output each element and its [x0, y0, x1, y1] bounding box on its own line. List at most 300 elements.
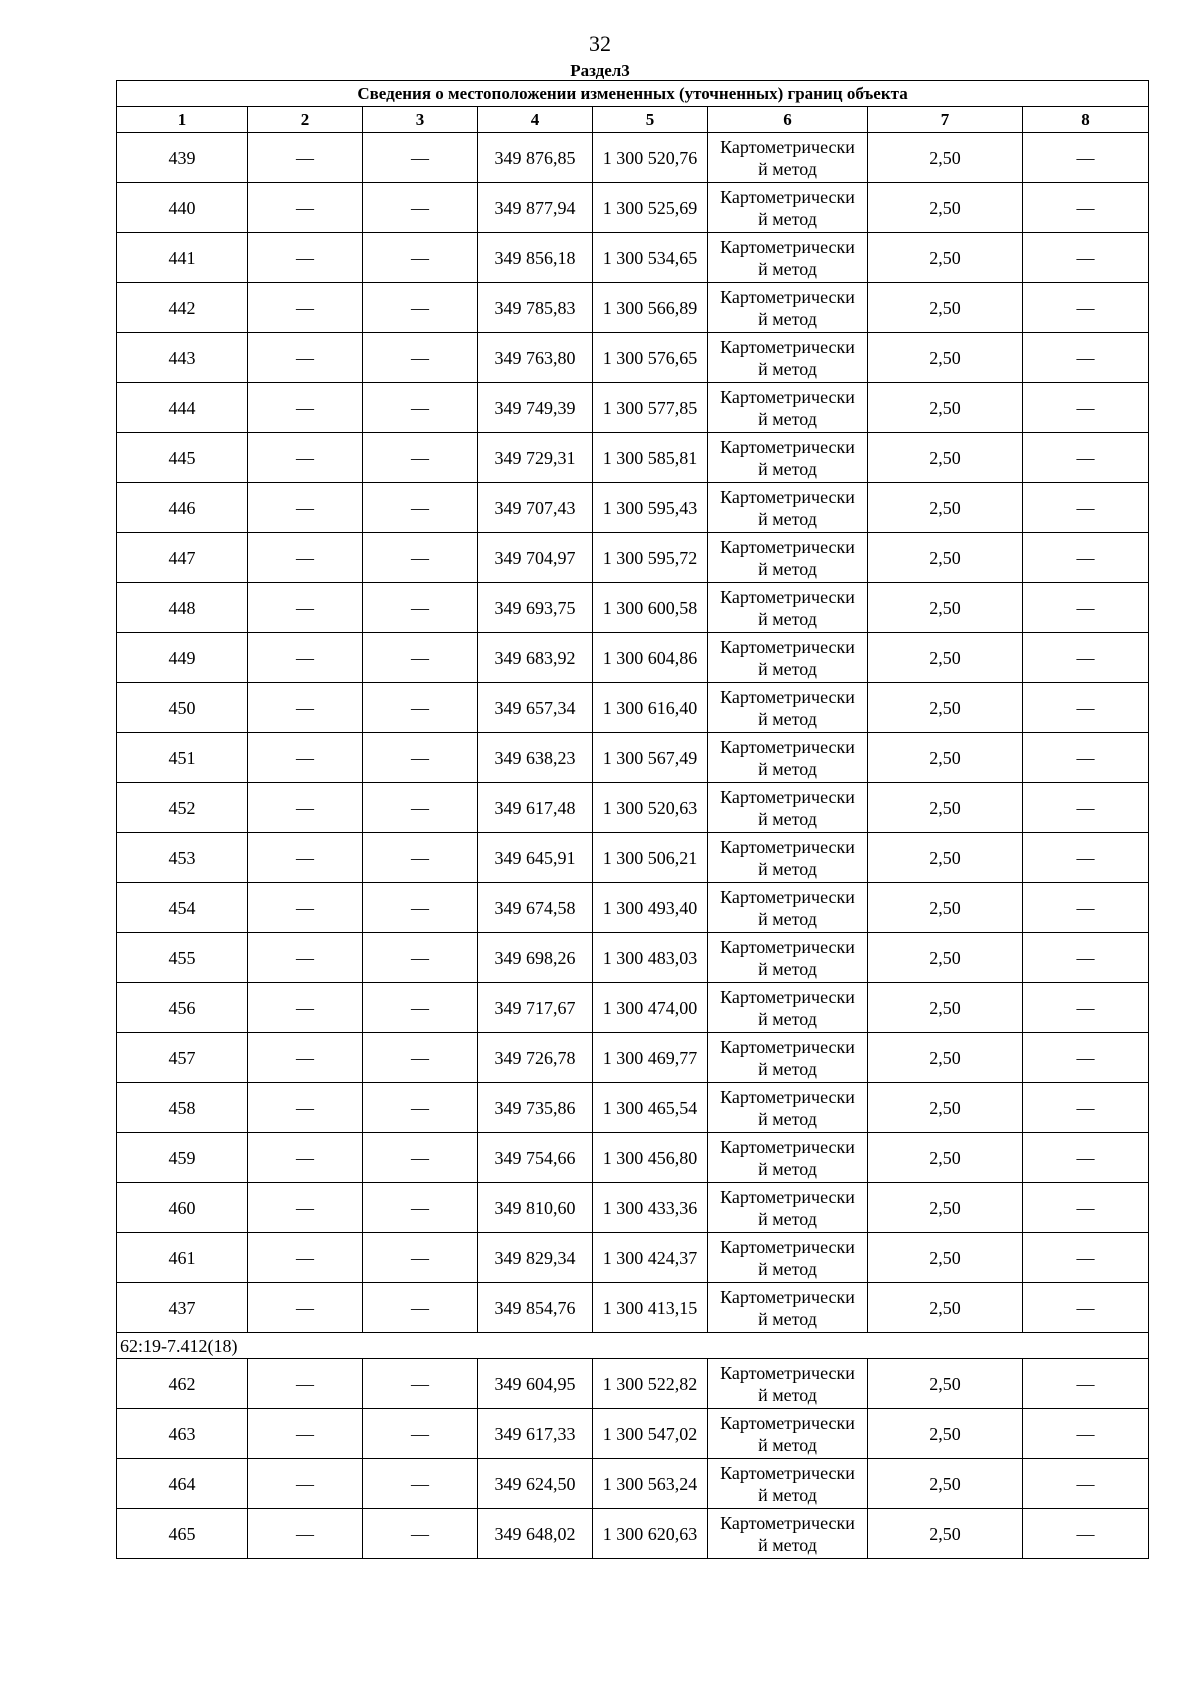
- col3-dash-cell: —: [363, 533, 478, 583]
- col3-dash-cell: —: [363, 583, 478, 633]
- col8-dash-cell: —: [1023, 1033, 1149, 1083]
- method-line2: й метод: [758, 208, 817, 229]
- precision-cell: 2,50: [868, 883, 1023, 933]
- method-line2: й метод: [758, 958, 817, 979]
- x-coordinate-cell: 349 735,86: [478, 1083, 593, 1133]
- method-cell: [708, 1083, 868, 1133]
- x-coordinate-cell: 349 617,48: [478, 783, 593, 833]
- precision-cell: 2,50: [868, 283, 1023, 333]
- method-line1: Картометрически: [720, 536, 855, 557]
- table-row: [117, 1133, 1149, 1183]
- x-coordinate-cell: 349 674,58: [478, 883, 593, 933]
- method-cell: [708, 483, 868, 533]
- col3-dash-cell: —: [363, 1233, 478, 1283]
- method-cell: [708, 1459, 868, 1509]
- section-title: Раздел3: [570, 61, 630, 80]
- y-coordinate-cell: 1 300 547,02: [593, 1409, 708, 1459]
- col2-dash-cell: —: [248, 233, 363, 283]
- col8-dash-cell: —: [1023, 833, 1149, 883]
- y-coordinate-cell: 1 300 520,76: [593, 133, 708, 183]
- y-coordinate-cell: 1 300 567,49: [593, 733, 708, 783]
- y-coordinate-cell: 1 300 600,58: [593, 583, 708, 633]
- col2-dash-cell: —: [248, 183, 363, 233]
- col2-dash-cell: —: [248, 133, 363, 183]
- method-cell: [708, 683, 868, 733]
- col3-dash-cell: —: [363, 233, 478, 283]
- x-coordinate-cell: 349 785,83: [478, 283, 593, 333]
- method-cell: [708, 883, 868, 933]
- method-line1: Картометрически: [720, 1286, 855, 1307]
- col3-dash-cell: —: [363, 783, 478, 833]
- table-row: [117, 233, 1149, 283]
- table-row: [117, 1409, 1149, 1459]
- col2-dash-cell: —: [248, 283, 363, 333]
- y-coordinate-cell: 1 300 493,40: [593, 883, 708, 933]
- col3-dash-cell: —: [363, 1459, 478, 1509]
- precision-cell: 2,50: [868, 133, 1023, 183]
- method-line1: Картометрически: [720, 636, 855, 657]
- method-line2: й метод: [758, 158, 817, 179]
- y-coordinate-cell: 1 300 595,72: [593, 533, 708, 583]
- table-body: [117, 133, 1149, 1559]
- precision-cell: 2,50: [868, 1509, 1023, 1559]
- method-line2: й метод: [758, 408, 817, 429]
- table-row: [117, 733, 1149, 783]
- col3-dash-cell: —: [363, 133, 478, 183]
- point-number-cell: 439: [117, 133, 248, 183]
- method-line2: й метод: [758, 558, 817, 579]
- precision-cell: 2,50: [868, 583, 1023, 633]
- method-cell: [708, 1409, 868, 1459]
- col3-dash-cell: —: [363, 1183, 478, 1233]
- method-line1: Картометрически: [720, 1036, 855, 1057]
- precision-cell: 2,50: [868, 433, 1023, 483]
- method-line1: Картометрически: [720, 686, 855, 707]
- precision-cell: 2,50: [868, 1359, 1023, 1409]
- x-coordinate-cell: 349 810,60: [478, 1183, 593, 1233]
- method-line2: й метод: [758, 1384, 817, 1405]
- point-number-cell: 441: [117, 233, 248, 283]
- method-line1: Картометрически: [720, 1412, 855, 1433]
- y-coordinate-cell: 1 300 566,89: [593, 283, 708, 333]
- precision-cell: 2,50: [868, 1459, 1023, 1509]
- col2-dash-cell: —: [248, 1283, 363, 1333]
- y-coordinate-cell: 1 300 534,65: [593, 233, 708, 283]
- col2-dash-cell: —: [248, 383, 363, 433]
- table-row: [117, 1083, 1149, 1133]
- y-coordinate-cell: 1 300 506,21: [593, 833, 708, 883]
- col8-dash-cell: —: [1023, 683, 1149, 733]
- table-row: [117, 1359, 1149, 1409]
- method-line1: Картометрически: [720, 386, 855, 407]
- col3-dash-cell: —: [363, 1033, 478, 1083]
- method-line2: й метод: [758, 1484, 817, 1505]
- col2-dash-cell: —: [248, 633, 363, 683]
- col8-dash-cell: —: [1023, 283, 1149, 333]
- col8-dash-cell: —: [1023, 883, 1149, 933]
- method-line1: Картометрически: [720, 186, 855, 207]
- precision-cell: 2,50: [868, 1409, 1023, 1459]
- col3-dash-cell: —: [363, 383, 478, 433]
- col8-dash-cell: —: [1023, 733, 1149, 783]
- table-caption: Сведения о местоположении измененных (уточненных) границ объекта: [117, 81, 1149, 107]
- method-line1: Картометрически: [720, 586, 855, 607]
- precision-cell: 2,50: [868, 783, 1023, 833]
- table-row: [117, 833, 1149, 883]
- x-coordinate-cell: 349 856,18: [478, 233, 593, 283]
- col8-dash-cell: —: [1023, 1459, 1149, 1509]
- y-coordinate-cell: 1 300 413,15: [593, 1283, 708, 1333]
- y-coordinate-cell: 1 300 616,40: [593, 683, 708, 733]
- table-row: [117, 1033, 1149, 1083]
- table-row: [117, 983, 1149, 1033]
- col3-dash-cell: —: [363, 733, 478, 783]
- method-line1: Картометрически: [720, 486, 855, 507]
- method-line1: Картометрически: [720, 886, 855, 907]
- col2-dash-cell: —: [248, 683, 363, 733]
- point-number-cell: 461: [117, 1233, 248, 1283]
- col8-dash-cell: —: [1023, 533, 1149, 583]
- x-coordinate-cell: 349 704,97: [478, 533, 593, 583]
- y-coordinate-cell: 1 300 522,82: [593, 1359, 708, 1409]
- col8-dash-cell: —: [1023, 433, 1149, 483]
- method-cell: [708, 783, 868, 833]
- col2-dash-cell: —: [248, 533, 363, 583]
- col2-dash-cell: —: [248, 1459, 363, 1509]
- precision-cell: 2,50: [868, 483, 1023, 533]
- col3-dash-cell: —: [363, 933, 478, 983]
- table-row: [117, 383, 1149, 433]
- point-number-cell: 444: [117, 383, 248, 433]
- col8-dash-cell: —: [1023, 333, 1149, 383]
- table-row: [117, 883, 1149, 933]
- x-coordinate-cell: 349 617,33: [478, 1409, 593, 1459]
- precision-cell: 2,50: [868, 933, 1023, 983]
- method-cell: [708, 133, 868, 183]
- precision-cell: 2,50: [868, 1133, 1023, 1183]
- col8-dash-cell: —: [1023, 1359, 1149, 1409]
- y-coordinate-cell: 1 300 456,80: [593, 1133, 708, 1183]
- x-coordinate-cell: 349 698,26: [478, 933, 593, 983]
- method-cell: [708, 183, 868, 233]
- method-line1: Картометрически: [720, 786, 855, 807]
- col8-dash-cell: —: [1023, 483, 1149, 533]
- col8-dash-cell: —: [1023, 633, 1149, 683]
- point-number-cell: 446: [117, 483, 248, 533]
- column-header-6: 6: [708, 107, 868, 133]
- method-line2: й метод: [758, 808, 817, 829]
- point-number-cell: 443: [117, 333, 248, 383]
- x-coordinate-cell: 349 683,92: [478, 633, 593, 683]
- y-coordinate-cell: 1 300 469,77: [593, 1033, 708, 1083]
- table-row: [117, 133, 1149, 183]
- method-line1: Картометрически: [720, 1136, 855, 1157]
- col2-dash-cell: —: [248, 833, 363, 883]
- x-coordinate-cell: 349 604,95: [478, 1359, 593, 1409]
- x-coordinate-cell: 349 638,23: [478, 733, 593, 783]
- point-number-cell: 437: [117, 1283, 248, 1333]
- y-coordinate-cell: 1 300 576,65: [593, 333, 708, 383]
- method-line2: й метод: [758, 1108, 817, 1129]
- col8-dash-cell: —: [1023, 383, 1149, 433]
- col3-dash-cell: —: [363, 433, 478, 483]
- method-line1: Картометрически: [720, 336, 855, 357]
- table-row: [117, 333, 1149, 383]
- table-row: [117, 1459, 1149, 1509]
- column-header-7: 7: [868, 107, 1023, 133]
- table-row: [117, 683, 1149, 733]
- x-coordinate-cell: 349 876,85: [478, 133, 593, 183]
- precision-cell: 2,50: [868, 633, 1023, 683]
- col2-dash-cell: —: [248, 783, 363, 833]
- table-row: [117, 283, 1149, 333]
- col8-dash-cell: —: [1023, 233, 1149, 283]
- point-number-cell: 442: [117, 283, 248, 333]
- point-number-cell: 462: [117, 1359, 248, 1409]
- method-line2: й метод: [758, 758, 817, 779]
- col3-dash-cell: —: [363, 1083, 478, 1133]
- method-line2: й метод: [758, 1534, 817, 1555]
- method-cell: [708, 233, 868, 283]
- method-line1: Картометрически: [720, 936, 855, 957]
- x-coordinate-cell: 349 645,91: [478, 833, 593, 883]
- col3-dash-cell: —: [363, 183, 478, 233]
- point-number-cell: 457: [117, 1033, 248, 1083]
- col2-dash-cell: —: [248, 433, 363, 483]
- col8-dash-cell: —: [1023, 1183, 1149, 1233]
- method-cell: [708, 833, 868, 883]
- col8-dash-cell: —: [1023, 183, 1149, 233]
- point-number-cell: 463: [117, 1409, 248, 1459]
- method-cell: [708, 933, 868, 983]
- point-number-cell: 453: [117, 833, 248, 883]
- x-coordinate-cell: 349 749,39: [478, 383, 593, 433]
- method-cell: [708, 983, 868, 1033]
- col2-dash-cell: —: [248, 1083, 363, 1133]
- column-header-1: 1: [117, 107, 248, 133]
- x-coordinate-cell: 349 657,34: [478, 683, 593, 733]
- precision-cell: 2,50: [868, 1083, 1023, 1133]
- y-coordinate-cell: 1 300 620,63: [593, 1509, 708, 1559]
- col2-dash-cell: —: [248, 1359, 363, 1409]
- method-line1: Картометрически: [720, 436, 855, 457]
- precision-cell: 2,50: [868, 383, 1023, 433]
- y-coordinate-cell: 1 300 525,69: [593, 183, 708, 233]
- x-coordinate-cell: 349 763,80: [478, 333, 593, 383]
- column-header-8: 8: [1023, 107, 1149, 133]
- precision-cell: 2,50: [868, 183, 1023, 233]
- col8-dash-cell: —: [1023, 1283, 1149, 1333]
- y-coordinate-cell: 1 300 433,36: [593, 1183, 708, 1233]
- x-coordinate-cell: 349 754,66: [478, 1133, 593, 1183]
- precision-cell: 2,50: [868, 1183, 1023, 1233]
- col3-dash-cell: —: [363, 1359, 478, 1409]
- coordinates-table: [116, 80, 1149, 1559]
- table-row: [117, 533, 1149, 583]
- col8-dash-cell: —: [1023, 983, 1149, 1033]
- precision-cell: 2,50: [868, 683, 1023, 733]
- precision-cell: 2,50: [868, 1283, 1023, 1333]
- method-line2: й метод: [758, 858, 817, 879]
- y-coordinate-cell: 1 300 465,54: [593, 1083, 708, 1133]
- point-number-cell: 455: [117, 933, 248, 983]
- method-line2: й метод: [758, 508, 817, 529]
- col2-dash-cell: —: [248, 483, 363, 533]
- point-number-cell: 452: [117, 783, 248, 833]
- col2-dash-cell: —: [248, 1409, 363, 1459]
- method-cell: [708, 333, 868, 383]
- column-header-3: 3: [363, 107, 478, 133]
- method-line1: Картометрически: [720, 1086, 855, 1107]
- method-cell: [708, 1183, 868, 1233]
- x-coordinate-cell: 349 854,76: [478, 1283, 593, 1333]
- method-line2: й метод: [758, 908, 817, 929]
- method-line2: й метод: [758, 258, 817, 279]
- col8-dash-cell: —: [1023, 1233, 1149, 1283]
- method-cell: [708, 1033, 868, 1083]
- point-number-cell: 440: [117, 183, 248, 233]
- col8-dash-cell: —: [1023, 1409, 1149, 1459]
- precision-cell: 2,50: [868, 1233, 1023, 1283]
- table-row: [117, 483, 1149, 533]
- point-number-cell: 449: [117, 633, 248, 683]
- table-row: [117, 1183, 1149, 1233]
- method-line1: Картометрически: [720, 736, 855, 757]
- precision-cell: 2,50: [868, 833, 1023, 883]
- method-line2: й метод: [758, 1434, 817, 1455]
- col3-dash-cell: —: [363, 1133, 478, 1183]
- table-row: [117, 583, 1149, 633]
- group-label-row: [117, 1333, 1149, 1359]
- method-line1: Картометрически: [720, 1186, 855, 1207]
- y-coordinate-cell: 1 300 520,63: [593, 783, 708, 833]
- method-line2: й метод: [758, 1008, 817, 1029]
- method-line1: Картометрически: [720, 136, 855, 157]
- col8-dash-cell: —: [1023, 933, 1149, 983]
- point-number-cell: 465: [117, 1509, 248, 1559]
- column-header-2: 2: [248, 107, 363, 133]
- table-row: [117, 633, 1149, 683]
- point-number-cell: 445: [117, 433, 248, 483]
- y-coordinate-cell: 1 300 577,85: [593, 383, 708, 433]
- precision-cell: 2,50: [868, 1033, 1023, 1083]
- y-coordinate-cell: 1 300 563,24: [593, 1459, 708, 1509]
- method-line2: й метод: [758, 658, 817, 679]
- column-header-5: 5: [593, 107, 708, 133]
- precision-cell: 2,50: [868, 233, 1023, 283]
- table-row: [117, 1283, 1149, 1333]
- method-line1: Картометрически: [720, 1512, 855, 1533]
- method-line1: Картометрически: [720, 1362, 855, 1383]
- point-number-cell: 459: [117, 1133, 248, 1183]
- precision-cell: 2,50: [868, 983, 1023, 1033]
- method-line1: Картометрически: [720, 236, 855, 257]
- col2-dash-cell: —: [248, 733, 363, 783]
- table-row: [117, 1509, 1149, 1559]
- y-coordinate-cell: 1 300 604,86: [593, 633, 708, 683]
- col2-dash-cell: —: [248, 933, 363, 983]
- precision-cell: 2,50: [868, 733, 1023, 783]
- method-line1: Картометрически: [720, 1462, 855, 1483]
- col8-dash-cell: —: [1023, 583, 1149, 633]
- table-row: [117, 433, 1149, 483]
- method-line2: й метод: [758, 308, 817, 329]
- col3-dash-cell: —: [363, 833, 478, 883]
- table-row: [117, 183, 1149, 233]
- col3-dash-cell: —: [363, 1509, 478, 1559]
- point-number-cell: 458: [117, 1083, 248, 1133]
- method-line2: й метод: [758, 1208, 817, 1229]
- x-coordinate-cell: 349 829,34: [478, 1233, 593, 1283]
- method-line1: Картометрически: [720, 1236, 855, 1257]
- point-number-cell: 456: [117, 983, 248, 1033]
- y-coordinate-cell: 1 300 474,00: [593, 983, 708, 1033]
- col3-dash-cell: —: [363, 333, 478, 383]
- method-line1: Картометрически: [720, 836, 855, 857]
- group-label: 62:19-7.412(18): [117, 1333, 1149, 1359]
- col2-dash-cell: —: [248, 883, 363, 933]
- col8-dash-cell: —: [1023, 1133, 1149, 1183]
- col2-dash-cell: —: [248, 1133, 363, 1183]
- method-cell: [708, 433, 868, 483]
- method-cell: [708, 1359, 868, 1409]
- col8-dash-cell: —: [1023, 783, 1149, 833]
- col2-dash-cell: —: [248, 983, 363, 1033]
- col3-dash-cell: —: [363, 633, 478, 683]
- method-line2: й метод: [758, 608, 817, 629]
- x-coordinate-cell: 349 693,75: [478, 583, 593, 633]
- col8-dash-cell: —: [1023, 133, 1149, 183]
- col3-dash-cell: —: [363, 483, 478, 533]
- method-cell: [708, 1133, 868, 1183]
- col8-dash-cell: —: [1023, 1509, 1149, 1559]
- col3-dash-cell: —: [363, 283, 478, 333]
- column-header-row: [117, 107, 1149, 133]
- col2-dash-cell: —: [248, 1033, 363, 1083]
- y-coordinate-cell: 1 300 595,43: [593, 483, 708, 533]
- point-number-cell: 450: [117, 683, 248, 733]
- x-coordinate-cell: 349 624,50: [478, 1459, 593, 1509]
- y-coordinate-cell: 1 300 585,81: [593, 433, 708, 483]
- precision-cell: 2,50: [868, 333, 1023, 383]
- method-line2: й метод: [758, 1258, 817, 1279]
- point-number-cell: 447: [117, 533, 248, 583]
- precision-cell: 2,50: [868, 533, 1023, 583]
- col3-dash-cell: —: [363, 683, 478, 733]
- method-cell: [708, 533, 868, 583]
- method-line2: й метод: [758, 708, 817, 729]
- table-row: [117, 933, 1149, 983]
- col8-dash-cell: —: [1023, 1083, 1149, 1133]
- point-number-cell: 460: [117, 1183, 248, 1233]
- x-coordinate-cell: 349 648,02: [478, 1509, 593, 1559]
- method-cell: [708, 1509, 868, 1559]
- method-cell: [708, 733, 868, 783]
- method-cell: [708, 633, 868, 683]
- col3-dash-cell: —: [363, 1409, 478, 1459]
- method-line2: й метод: [758, 1158, 817, 1179]
- table-row: [117, 783, 1149, 833]
- point-number-cell: 464: [117, 1459, 248, 1509]
- method-line2: й метод: [758, 1308, 817, 1329]
- x-coordinate-cell: 349 707,43: [478, 483, 593, 533]
- x-coordinate-cell: 349 877,94: [478, 183, 593, 233]
- y-coordinate-cell: 1 300 424,37: [593, 1233, 708, 1283]
- col2-dash-cell: —: [248, 1509, 363, 1559]
- col2-dash-cell: —: [248, 1183, 363, 1233]
- col3-dash-cell: —: [363, 1283, 478, 1333]
- point-number-cell: 454: [117, 883, 248, 933]
